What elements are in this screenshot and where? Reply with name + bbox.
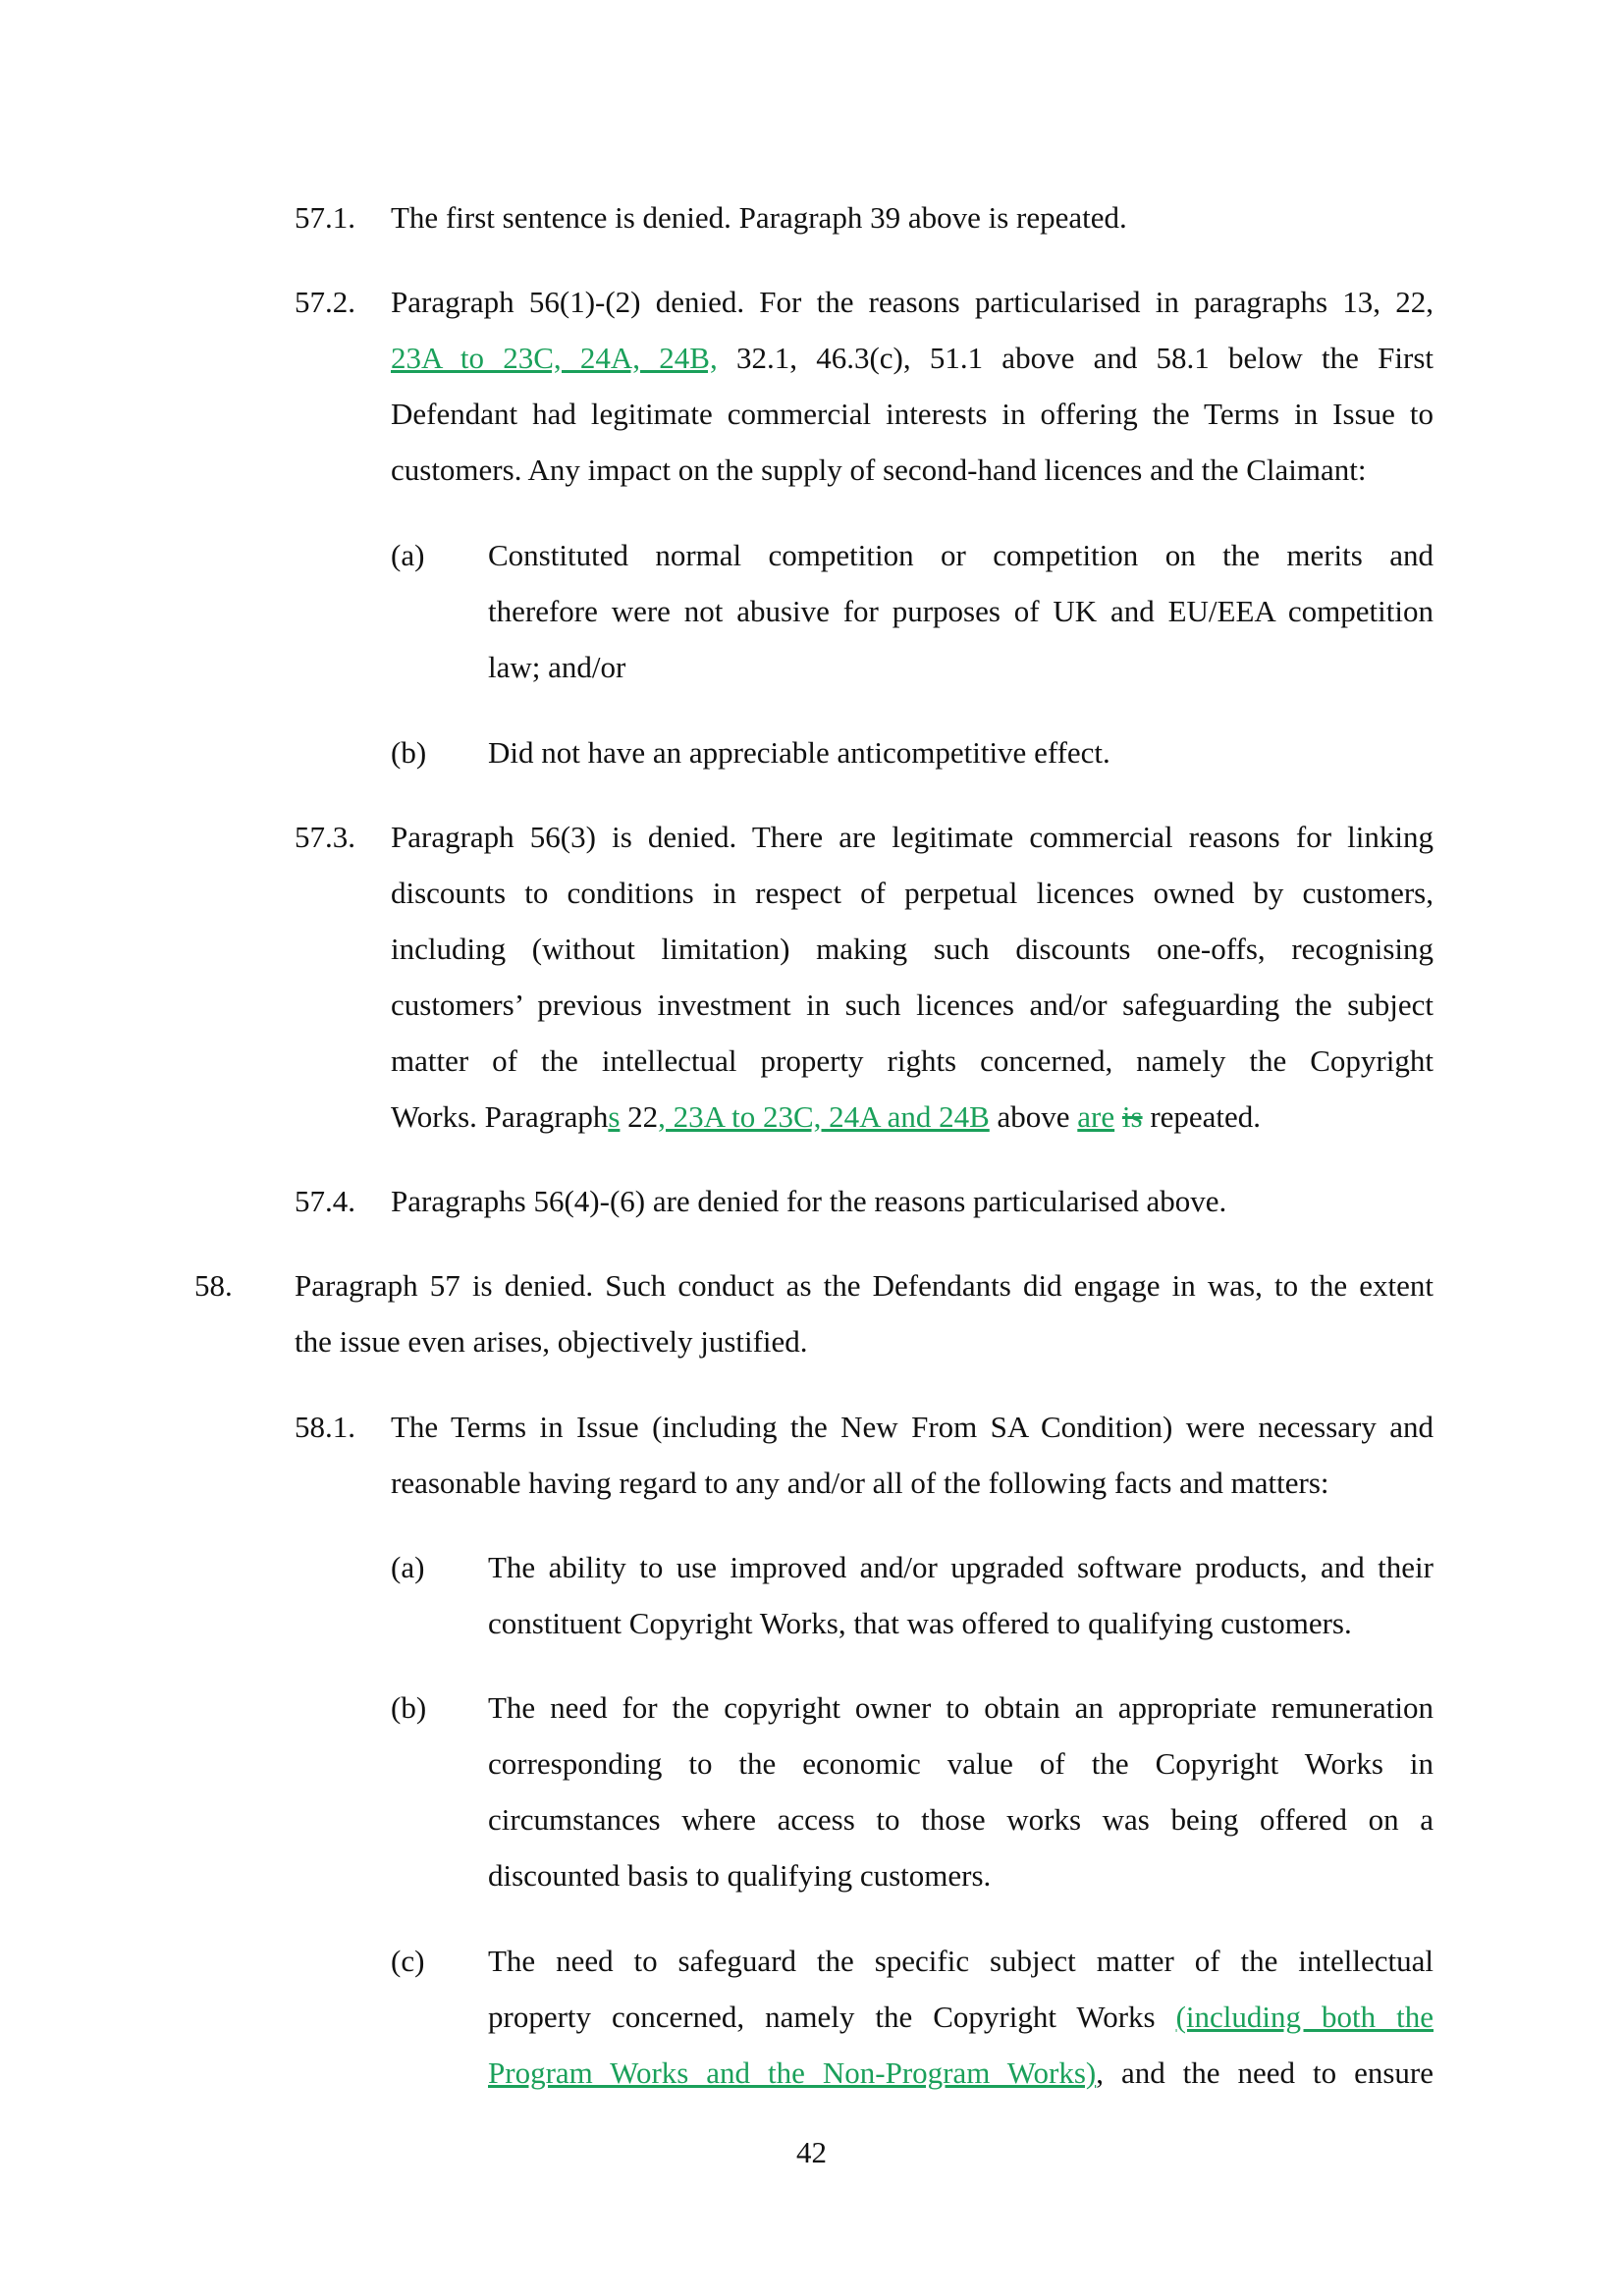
subparagraph-line: discounted basis to qualifying customers. <box>488 1858 992 1893</box>
paragraph-line <box>391 1097 1261 1137</box>
tracked-insertion: Program Works and the Non-Program Works) <box>488 2056 1097 2090</box>
tracked-insertion: 23A to 23C, 24A, 24B, <box>391 341 718 375</box>
subparagraph-line <box>488 2054 1434 2093</box>
tracked-deletion: is <box>1121 1099 1143 1134</box>
subparagraph-line: law; and/or <box>488 650 626 684</box>
subparagraph-number: (b) <box>391 735 427 770</box>
paragraph-text: 22 <box>620 1099 659 1134</box>
paragraph-number: 58. <box>194 1268 233 1303</box>
paragraph-text: 32.1, 46.3(c), 51.1 above and 58.1 below the First <box>717 341 1434 375</box>
tracked-insertion: are <box>1077 1099 1115 1134</box>
paragraph-number: 57.3. <box>295 820 355 854</box>
paragraph-text: Works. Paragraph <box>391 1099 609 1134</box>
subparagraph-number: (b) <box>391 1690 427 1725</box>
paragraph-line: discounts to conditions in respect of perpetual licences owned by customers, <box>391 876 1434 910</box>
paragraph-text <box>1114 1099 1122 1134</box>
paragraph-line: matter of the intellectual property rights concerned, namely the Copyright <box>391 1043 1434 1078</box>
paragraph-text: , and the need to ensure <box>1096 2056 1434 2090</box>
paragraph-text: repeated. <box>1142 1099 1262 1134</box>
paragraph-number: 58.1. <box>295 1410 355 1444</box>
tracked-insertion: s <box>608 1099 621 1134</box>
paragraph-text: The first sentence is denied. Paragraph 39 above is repeated. <box>391 200 1127 235</box>
paragraph-line: Paragraph 56(3) is denied. There are legitimate commercial reasons for linking <box>391 820 1434 854</box>
subparagraph-line: Did not have an appreciable anticompetitive effect. <box>488 735 1110 770</box>
paragraph-text: property concerned, namely the Copyright Works <box>488 2000 1176 2034</box>
subparagraph-line: The need for the copyright owner to obtain an appropriate remuneration <box>488 1690 1434 1725</box>
paragraph-text: above <box>989 1099 1078 1134</box>
paragraph-line: reasonable having regard to any and/or all of the following facts and matters: <box>391 1466 1329 1500</box>
subparagraph-number: (a) <box>391 1550 425 1584</box>
subparagraph-line: The need to safeguard the specific subject matter of the intellectual <box>488 1944 1434 1978</box>
paragraph-line: the issue even arises, objectively justified. <box>295 1324 808 1359</box>
subparagraph-line: corresponding to the economic value of the Copyright Works in <box>488 1746 1434 1781</box>
paragraph-line: customers’ previous investment in such licences and/or safeguarding the subject <box>391 988 1434 1022</box>
subparagraph-number: (c) <box>391 1944 425 1978</box>
paragraph-line: Paragraph 57 is denied. Such conduct as the Defendants did engage in was, to the extent <box>295 1268 1434 1303</box>
paragraph-line: Defendant had legitimate commercial interests in offering the Terms in Issue to <box>391 397 1434 431</box>
subparagraph-line: therefore were not abusive for purposes of UK and EU/EEA competition <box>488 594 1434 628</box>
paragraph-number: 57.4. <box>295 1184 355 1218</box>
subparagraph-line: Constituted normal competition or competition on the merits and <box>488 538 1434 572</box>
paragraph-line: Paragraph 56(1)-(2) denied. For the reasons particularised in paragraphs 13, 22, <box>391 285 1434 319</box>
paragraph-line: including (without limitation) making such discounts one-offs, recognising <box>391 932 1434 966</box>
subparagraph-line: circumstances where access to those works was being offered on a <box>488 1802 1434 1837</box>
tracked-insertion: (including both the <box>1175 2000 1434 2034</box>
subparagraph-line <box>488 1998 1434 2037</box>
paragraph-number: 57.2. <box>295 285 355 319</box>
subparagraph-line: constituent Copyright Works, that was offered to qualifying customers. <box>488 1606 1352 1640</box>
subparagraph-number: (a) <box>391 538 425 572</box>
subparagraph-line: The ability to use improved and/or upgraded software products, and their <box>488 1550 1434 1584</box>
paragraph-number: 57.1. <box>295 200 355 235</box>
page-number: 42 <box>796 2135 827 2169</box>
paragraph-line: customers. Any impact on the supply of second-hand licences and the Claimant: <box>391 453 1367 487</box>
tracked-insertion: , 23A to 23C, 24A and 24B <box>658 1099 990 1134</box>
paragraph-line <box>391 339 1434 378</box>
paragraph-line: The Terms in Issue (including the New From SA Condition) were necessary and <box>391 1410 1434 1444</box>
paragraph-text: Paragraphs 56(4)-(6) are denied for the reasons particularised above. <box>391 1184 1227 1218</box>
